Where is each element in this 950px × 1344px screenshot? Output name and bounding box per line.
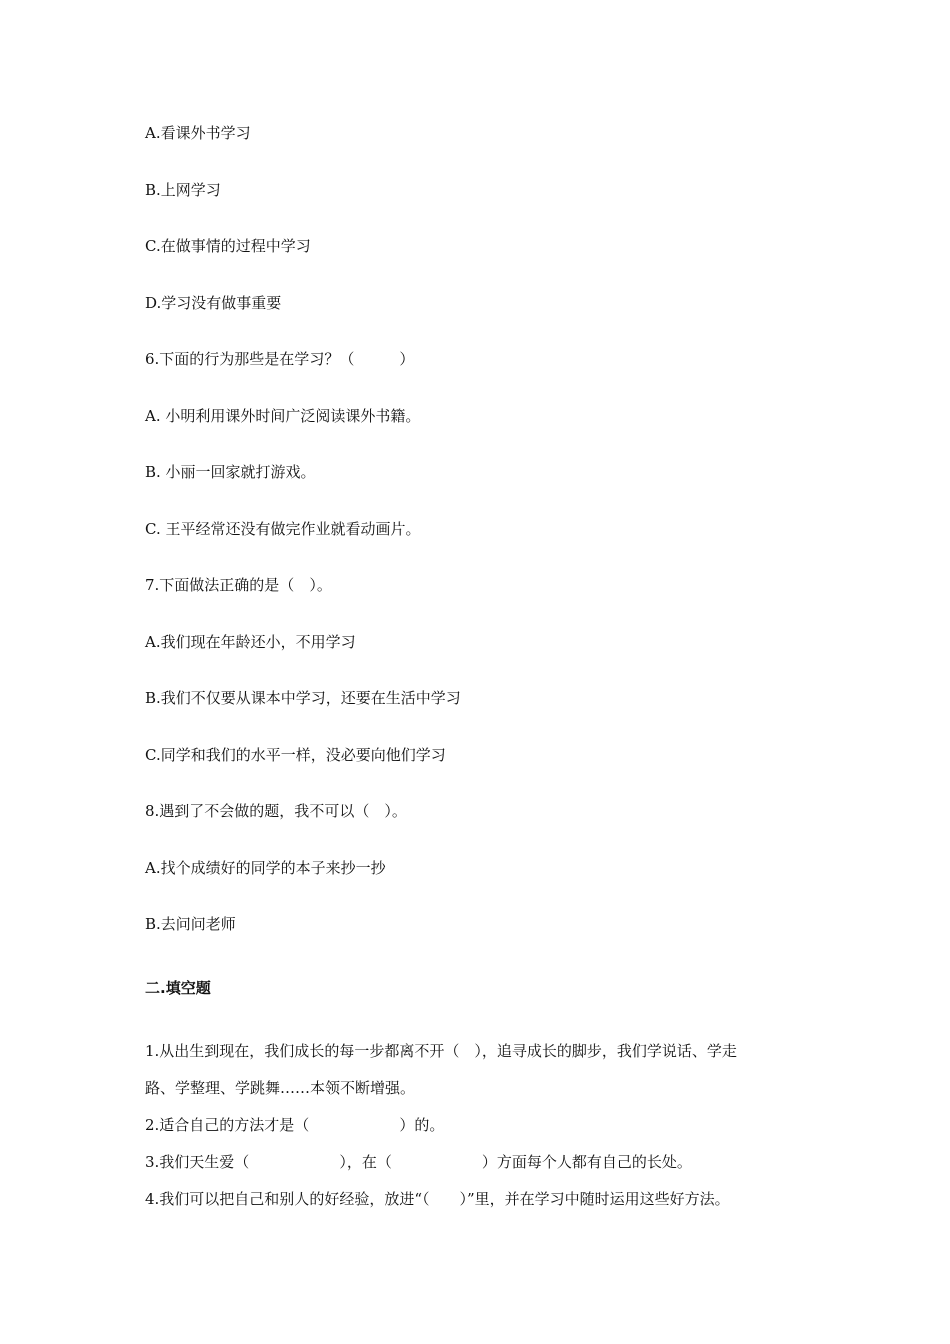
q8-stem: 8.遇到了不会做的题，我不可以（ ）。 bbox=[145, 802, 407, 820]
section-title-fill-in: 二.填空题 bbox=[145, 979, 211, 997]
q7-option-b: B.我们不仅要从课本中学习，还要在生活中学习 bbox=[145, 689, 461, 707]
q7-option-a: A.我们现在年龄还小，不用学习 bbox=[145, 633, 356, 651]
q7-option-c: C.同学和我们的水平一样，没必要向他们学习 bbox=[145, 746, 446, 764]
fill-1-line-2: 路、学整理、学跳舞……本领不断增强。 bbox=[145, 1079, 416, 1097]
q5-option-c: C.在做事情的过程中学习 bbox=[145, 237, 311, 255]
q6-stem: 6.下面的行为那些是在学习？（ ） bbox=[145, 350, 415, 368]
q8-option-b: B.去问问老师 bbox=[145, 915, 236, 933]
q6-option-c: C. 王平经常还没有做完作业就看动画片。 bbox=[145, 520, 421, 538]
fill-2: 2.适合自己的方法才是（ ）的。 bbox=[145, 1116, 445, 1134]
q5-option-a: A.看课外书学习 bbox=[145, 124, 251, 142]
q5-option-d: D.学习没有做事重要 bbox=[145, 294, 282, 312]
q8-option-a: A.找个成绩好的同学的本子来抄一抄 bbox=[145, 859, 386, 877]
q5-option-b: B.上网学习 bbox=[145, 181, 221, 199]
q7-stem: 7.下面做法正确的是（ ）。 bbox=[145, 576, 332, 594]
q6-option-a: A. 小明利用课外时间广泛阅读课外书籍。 bbox=[145, 407, 421, 425]
fill-1-line-1: 1.从出生到现在，我们成长的每一步都离不开（ ），追寻成长的脚步，我们学说话、学走 bbox=[145, 1042, 737, 1060]
fill-4: 4.我们可以把自己和别人的好经验，放进“（ ）”里，并在学习中随时运用这些好方法。 bbox=[145, 1190, 730, 1208]
fill-3: 3.我们天生爱（ ），在（ ）方面每个人都有自己的长处。 bbox=[145, 1153, 692, 1171]
q6-option-b: B. 小丽一回家就打游戏。 bbox=[145, 463, 316, 481]
